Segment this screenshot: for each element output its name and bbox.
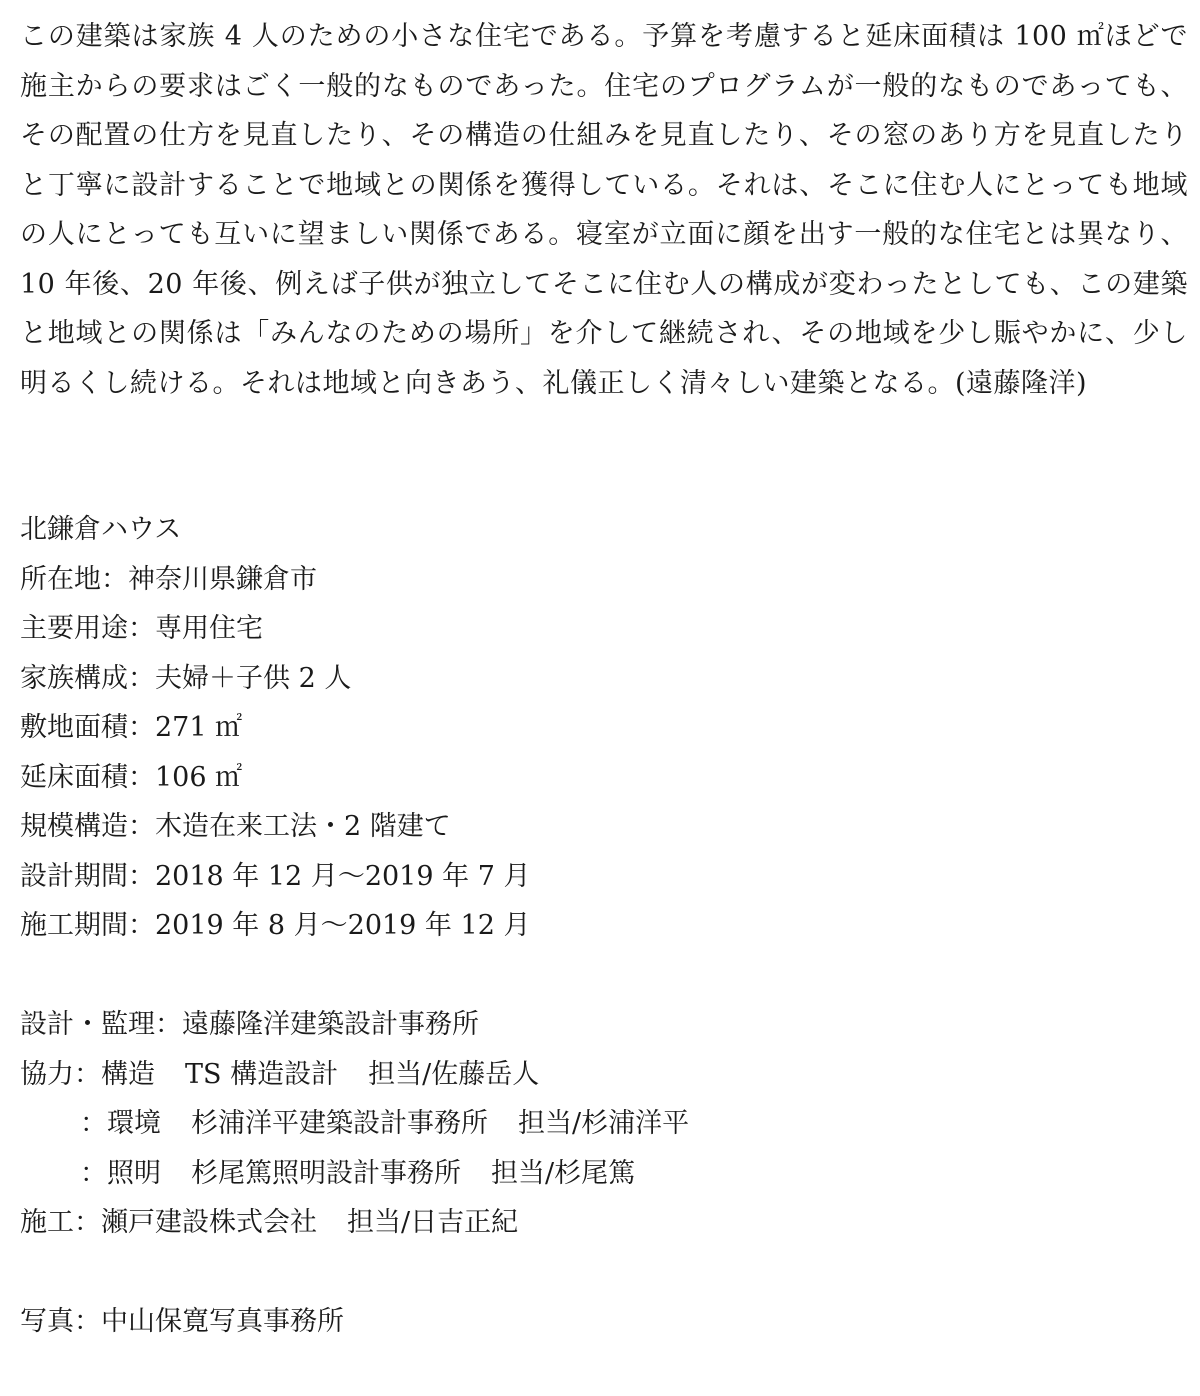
credit-role: 構造 (101, 1058, 155, 1090)
spacer (20, 951, 1180, 1001)
credit-contact: 担当/杉尾篤 (491, 1157, 636, 1189)
credit-construction (20, 1198, 1180, 1248)
credit-photo: 写真：中山保寛写真事務所 (20, 1306, 344, 1337)
detail-structure: 規模構造：木造在来工法・2 階建て (20, 811, 451, 842)
project-name: 北鎌倉ハウス (20, 514, 182, 545)
credit-role: 環境 (107, 1108, 161, 1139)
credit-cooperation-environment (20, 1099, 1180, 1149)
credit-construction-firm: 瀬戸建設株式会社 (101, 1207, 317, 1238)
credit-prefix: ： (80, 1108, 107, 1139)
credit-construction-contact: 担当/日吉正紀 (347, 1207, 519, 1238)
credit-firm: TS 構造設計 (185, 1058, 339, 1090)
project-essay: この建築は家族 4 人のための小さな住宅である。予算を考慮すると延床面積は 100 ㎡ほどで施主からの要求はごく一般的なものであった。住宅のプログラムが一般的なものであっても、その配置の仕方を見直したり、その構造の仕組みを見直したり、その窓のあり方を見直したりと丁寧に設計することで地域との関係を獲得している。それは、そこに住む人にとっても地域の人にとっても互いに望ましい関係である。寝室が立面に顔を出す一般的な住宅とは異なり、10 年後、20 年後、例えば子供が独立してそこに住む人の構成が変わったとしても、この建築と地域との関係は「みんなのための場所」を介して継続され、その地域を少し賑やかに、少し明るくし続ける。それは地域と向きあう、礼儀正しく清々しい建築となる。(遠藤隆洋) (20, 21, 1188, 399)
detail-location: 所在地：神奈川県鎌倉市 (20, 563, 317, 595)
credit-contact: 担当/佐藤岳人 (368, 1058, 540, 1090)
credit-cooperation-lighting (20, 1149, 1180, 1199)
credit-firm: 杉浦洋平建築設計事務所 (191, 1108, 488, 1139)
project-info (20, 505, 1180, 1347)
detail-site-area: 敷地面積：271 ㎡ (20, 712, 243, 743)
detail-construction-period: 施工期間：2019 年 8 月〜2019 年 12 月 (20, 910, 531, 941)
credit-prefix: 協力： (20, 1058, 101, 1090)
credit-role: 照明 (107, 1157, 161, 1189)
credit-contact: 担当/杉浦洋平 (518, 1108, 690, 1139)
credit-prefix: ： (80, 1157, 107, 1189)
detail-use: 主要用途：専用住宅 (20, 613, 263, 644)
spacer (20, 1248, 1180, 1298)
detail-floor-area: 延床面積：106 ㎡ (20, 761, 243, 793)
credit-construction-label: 施工： (20, 1207, 101, 1238)
detail-family: 家族構成：夫婦＋子供 2 人 (20, 662, 352, 694)
credit-design: 設計・監理：遠藤隆洋建築設計事務所 (20, 1009, 479, 1040)
credit-firm: 杉尾篤照明設計事務所 (191, 1157, 461, 1189)
detail-design-period: 設計期間：2018 年 12 月〜2019 年 7 月 (20, 860, 531, 892)
credit-cooperation-structure (20, 1050, 1180, 1100)
